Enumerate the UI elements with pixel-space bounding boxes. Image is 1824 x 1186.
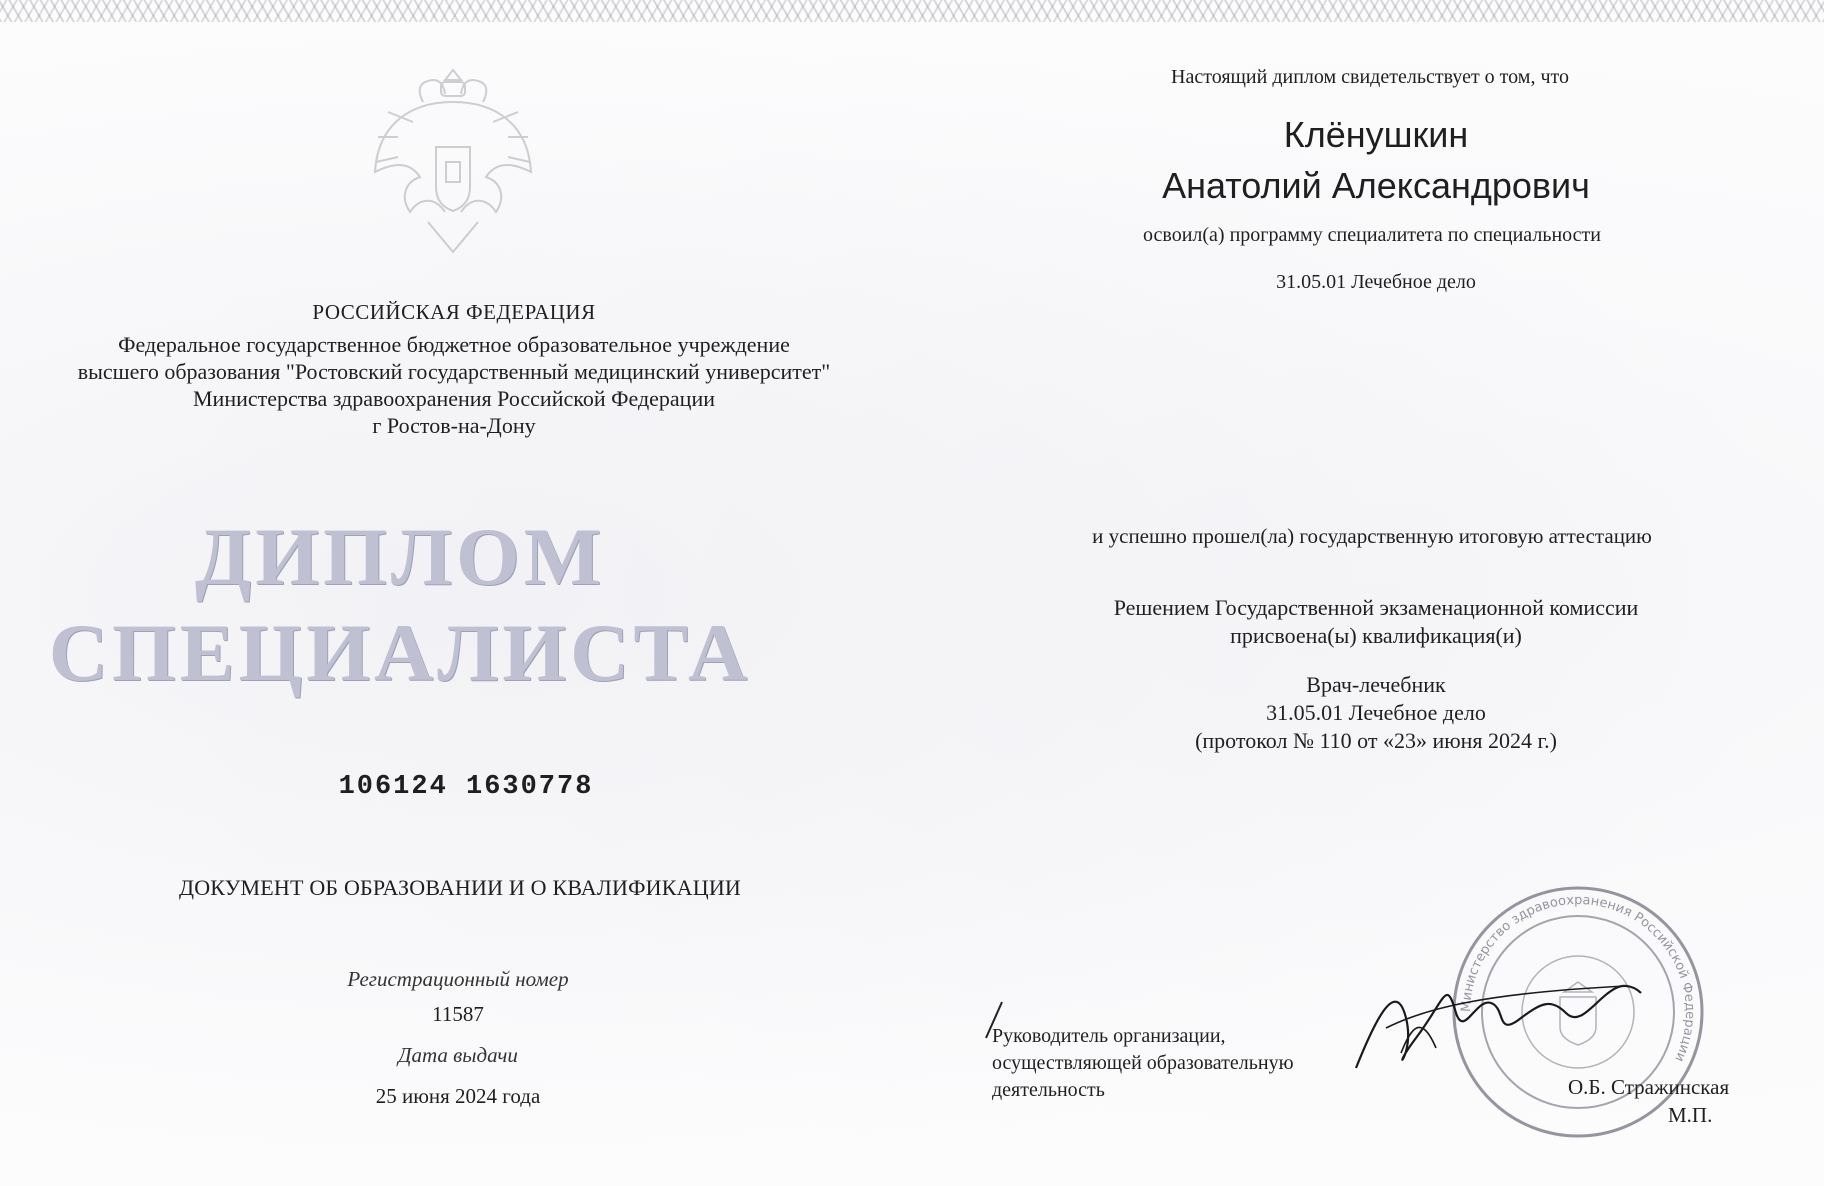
organization-name [78, 331, 831, 439]
sign-line: деятельность [992, 1079, 1105, 1101]
signatory-name: О.Б. Стражинская [1568, 1075, 1730, 1099]
qualification-block [1195, 671, 1557, 755]
certificate-intro: Настоящий диплом свидетельствует о том, что [1171, 66, 1569, 88]
issue-date: 25 июня 2024 года [375, 1084, 541, 1108]
stamp-text: Министерство здравоохранения Российской Федерации [1458, 892, 1698, 1064]
signatory-title [992, 1023, 1294, 1104]
sign-line: Руководитель организации, [992, 1025, 1226, 1047]
registration-label: Регистрационный номер [347, 967, 569, 991]
graduate-surname: Клёнушкин [1283, 114, 1469, 155]
commission-decision [1114, 594, 1639, 650]
diploma-subtitle: СПЕЦИАЛИСТА [48, 607, 752, 698]
document-type: ДОКУМЕНТ ОБ ОБРАЗОВАНИИ И О КВАЛИФИКАЦИИ [178, 875, 742, 900]
serial-number: 106124 1630778 [338, 772, 594, 802]
coat-of-arms-icon [368, 62, 538, 272]
org-line: высшего образования "Ростовский государственный медицинский университет" [77, 359, 831, 384]
city: г Ростов-на-Дону [372, 413, 536, 438]
graduate-given-names: Анатолий Александрович [1162, 165, 1590, 206]
qualification-specialty: 31.05.01 Лечебное дело [1266, 700, 1486, 725]
org-line: Федеральное государственное бюджетное образовательное учреждение [118, 332, 790, 357]
org-line: Министерства здравоохранения Российской Федерации [192, 386, 715, 411]
registration-number: 11587 [432, 1002, 484, 1026]
program-statement: освоил(а) программу специалитета по специальности [1143, 224, 1601, 246]
seal-place-label: М.П. [1668, 1103, 1713, 1127]
decision-line: присвоена(ы) квалификация(и) [1230, 623, 1522, 648]
qualification: Врач-лечебник [1306, 672, 1446, 697]
decorative-border [0, 0, 1824, 22]
issue-date-label: Дата выдачи [398, 1043, 518, 1067]
sign-line: осуществляющей образовательную [992, 1052, 1294, 1074]
country-heading: РОССИЙСКАЯ ФЕДЕРАЦИЯ [312, 300, 596, 324]
specialty: 31.05.01 Лечебное дело [1276, 271, 1476, 293]
exam-statement: и успешно прошел(ла) государственную итоговую аттестацию [1092, 524, 1652, 548]
protocol-reference: (протокол № 110 от «23» июня 2024 г.) [1195, 728, 1557, 753]
diploma-title: ДИПЛОМ [194, 511, 606, 602]
decision-line: Решением Государственной экзаменационной комиссии [1113, 595, 1639, 620]
handwritten-signature [1346, 958, 1646, 1088]
